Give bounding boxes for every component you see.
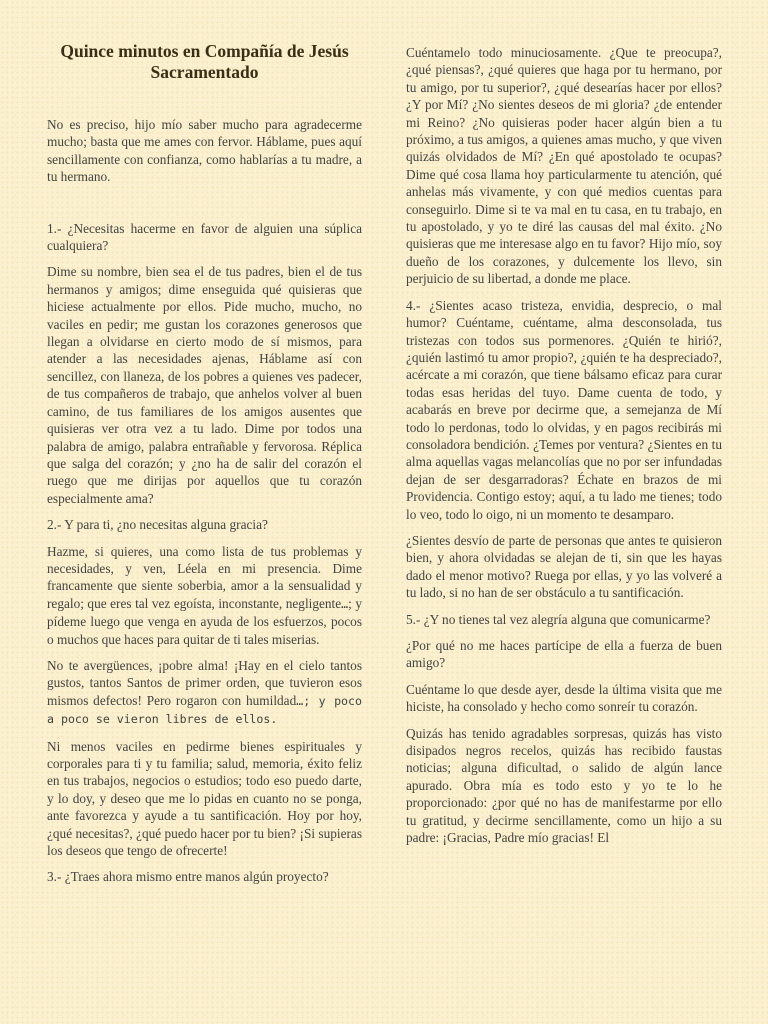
paragraph-text: No te avergüences, ¡pobre alma! ¡Hay en el cielo tantos gustos, tantos Santos de primer orden, que tuvieron esos mismos defectos! Pero rogaron con humildad (47, 657, 362, 708)
right-column (406, 0, 722, 846)
question-1: 1.- ¿Necesitas hacerme en favor de alguien una súplica cualquiera? (47, 220, 362, 254)
question-2: 2.- Y para ti, ¿no necesitas alguna gracia? (47, 517, 268, 533)
paragraph: ¿Por qué no me haces partícipe de ella a fuerza de buen amigo? (406, 638, 722, 671)
paragraph: Dime su nombre, bien sea el de tus padres, bien el de tus hermanos y amigos; dime enseguida qué quisieras que hiciese actualmente por ellos. Pide mucho, mucho, no vaciles en pedir; me gustan los corazones generosos que llegan a olvidarse en cierto modo de sí mismos, para atender a las necesidades ajenas, Háblame así con sencillez, con llaneza, de los pobres a quienes ves padecer, de tus compañeros de trabajo, que anhelos volver al buen camino, de tus familiares de los amigos ausentes que quisieras ver otra vez a tu lado. Dime por todos una palabra de amigo, palabra entrañable y fervorosa. Réplica que salga del corazón; y ¿no ha de salir del corazón el ruego que me dirijas por aquellos que tu corazón especialmente ama? (47, 264, 362, 506)
question-3: 3.- ¿Traes ahora mismo entre manos algún proyecto? (47, 869, 329, 885)
document-title: Quince minutos en Compañía de Jesús Sacramentado (60, 41, 349, 82)
paragraph: ¿Sientes desvío de parte de personas que antes te quisieron bien, y ahora olvidadas se alejan de ti, sin que les hayas dado el menor motivo? Ruega por ellas, y yo las volveré a tu lado, si no han de ser obstáculo a tu santificación. (406, 532, 722, 601)
paragraph: Cuéntame lo que desde ayer, desde la última visita que me hiciste, ha consolado y hecho como sonreír tu corazón. (406, 681, 722, 715)
paragraph: Quizás has tenido agradables sorpresas, quizás has visto disipados negros recelos, quizás has recibido faustas noticias; alguna dificultad, o salido de algún lance apurado. Obra mía es todo esto y yo te lo he proporcionado: ¿por qué no has de manifestarme por ello tu gratitud, y decirme sencillamente, como un hijo a su padre: ¡Gracias, Padre mío gracias! El (406, 725, 722, 846)
intro-paragraph: No es preciso, hijo mío saber mucho para agradecerme mucho; basta que me ames con fervor. Háblame, pues aquí sencillamente con confianza, como hablarías a tu madre, a tu hermano. (47, 117, 362, 185)
paragraph (47, 657, 362, 729)
ellipsis: … (296, 693, 304, 708)
paragraph (47, 543, 362, 648)
paragraph: Cuéntamelo todo minuciosamente. ¿Que te preocupa?, ¿qué piensas?, ¿qué quieres que haga por tu hermano, por tu amigo, por tu superior?, ¿qué desearías hacer por ellos? ¿Y por Mí? ¿No sientes deseos de mi gloria? ¿de entender mi Reino? ¿No quisieras poder hacer algún bien a tu próximo, a tus amigos, a quienes amas mucho, y que viven quizás olvidados de Mí? ¿En qué apostolado te ocupas? Dime qué cosa llama hoy particularmente tu atención, qué anhelas más vivamente, y con qué medios cuentas para conseguirlo. Dime si te va mal en tu casa, en tu trabajo, en tu apostolado, y yo te diré las causas del mal éxito. ¿No quisieras que me interesase algo en tu favor? Hijo mío, soy dueño de los corazones, y dulcemente los llevo, sin perjuicio de su libertad, a donde me place. (406, 45, 722, 287)
paragraph-text: ; y poco a poco se vieron libres de ellos. (47, 693, 362, 727)
ellipsis: … (341, 596, 349, 611)
question-5: 5.- ¿Y no tienes tal vez alegría alguna que comunicarme? (406, 611, 711, 627)
paragraph: Ni menos vaciles en pedirme bienes espirituales y corporales para ti y tu familia; salud, memoria, éxito feliz en tus trabajos, negocios o estudios; todo eso puedo darte, y lo doy, y deseo que me lo pidas en cuanto no se ponga, ante favorezca y ayude a tu santificación. Hoy por hoy, ¿qué necesitas?, ¿qué puedo hacer por tu bien? ¡Si supieras los deseos que tengo de ofrecerte! (47, 738, 362, 859)
question-4: 4.- ¿Sientes acaso tristeza, envidia, desprecio, o mal humor? Cuéntame, cuéntame, alma desconsolada, tus tristezas con todos sus pormenores. ¿Quién te hirió?, ¿quién lastimó tu amor propio?, ¿quién te ha despreciado?, acércate a mi corazón, que tiene bálsamo eficaz para curar todas esas heridas del tuyo. Dame cuenta de todo, y acabarás en breve por decirme que, a semejanza de Mí todo lo perdonas, todo lo olvidas, y en pagos recibirás mi consoladora bendición. ¿Temes por ventura? ¿Sientes en tu alma aquellas vagas melancolías que no por ser infundadas dejan de ser desgarradoras? Échate en brazos de mi Providencia. Contigo estoy; aquí, a tu lado me tienes; todo lo veo, todo lo oigo, ni un momento te desamparo. (406, 297, 722, 522)
left-column (47, 0, 362, 886)
paragraph-text: Hazme, si quieres, una como lista de tus problemas y necesidades, y ven, Léela en mi presencia. Dime francamente que siente soberbia, amor a la sensualidad y regalo; que eres tal vez egoísta, inconstante, negligente (47, 543, 362, 611)
paragraph-text: ; y pídeme luego que venga en ayuda de los esfuerzos, pocos o muchos que haces para quitar de ti tales miserias. (47, 595, 362, 647)
